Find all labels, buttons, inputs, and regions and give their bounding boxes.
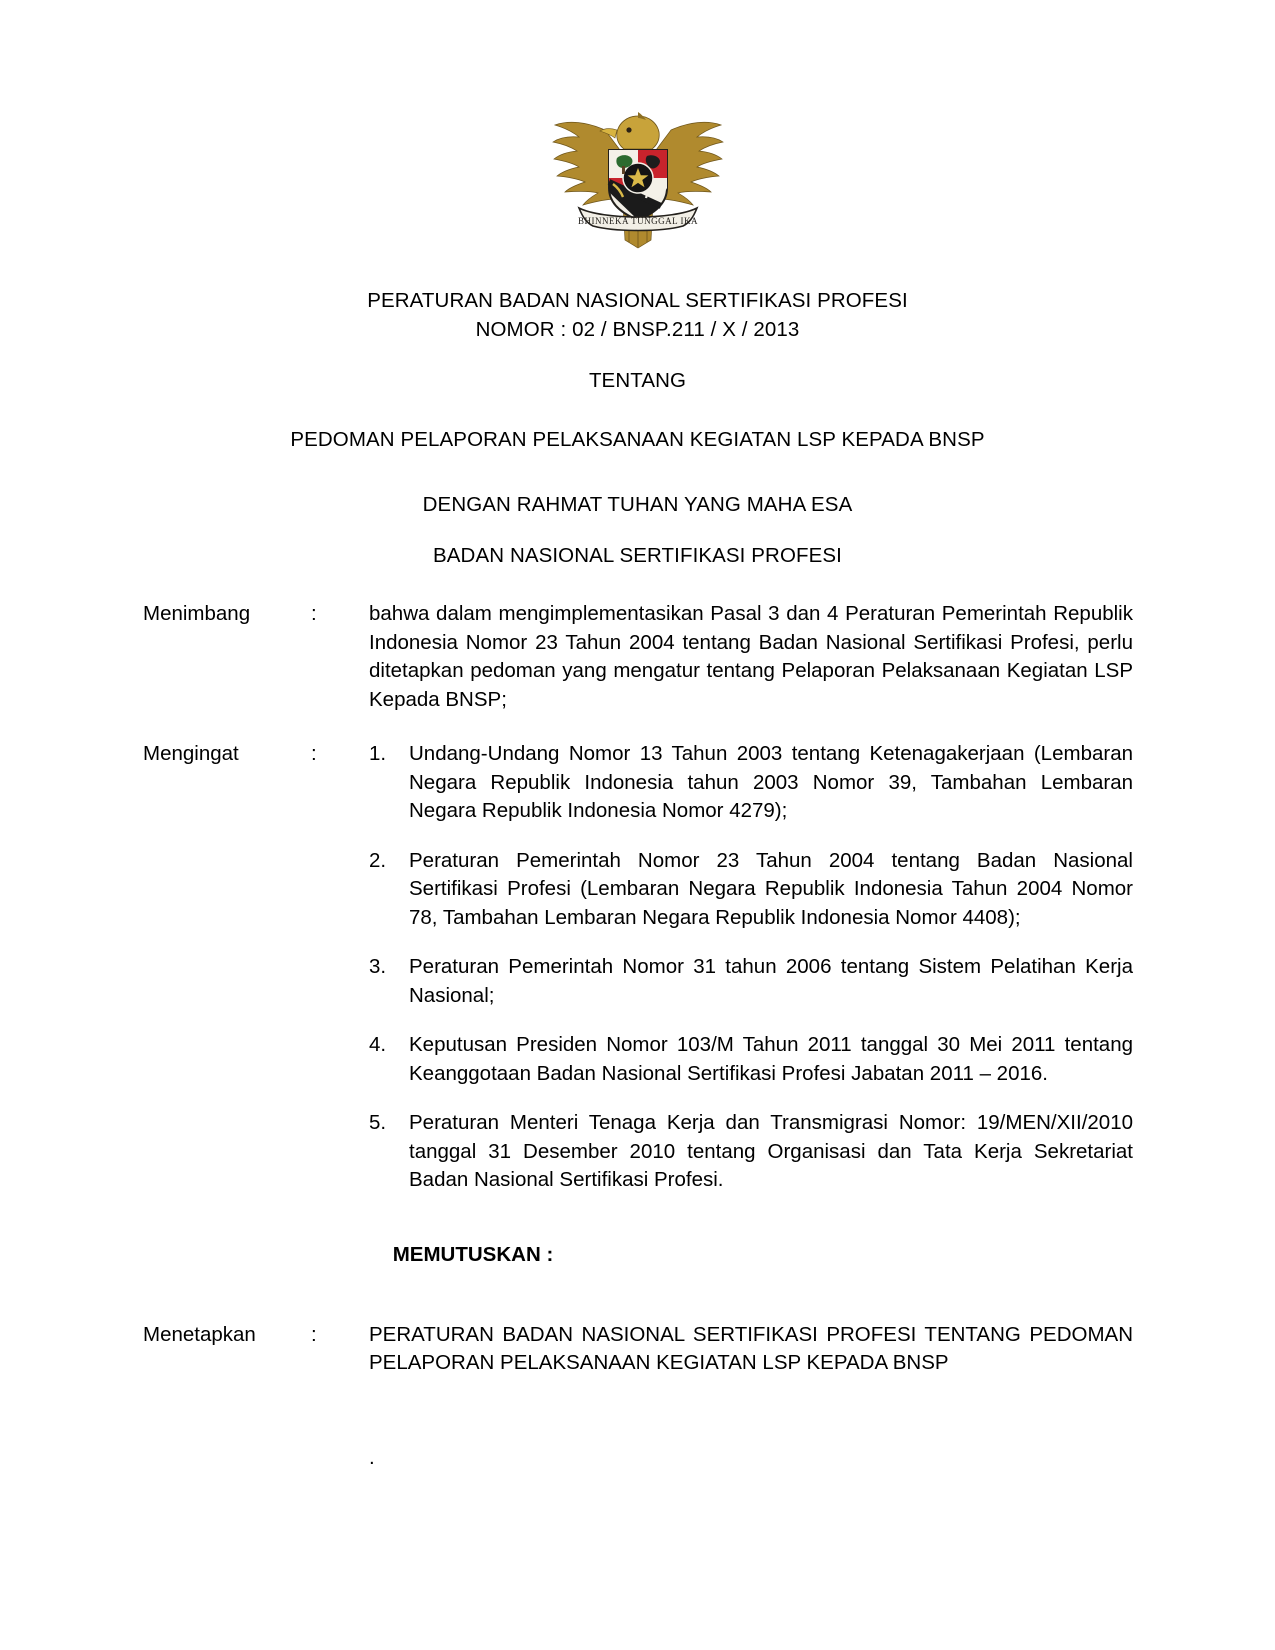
mengingat-colon: : — [311, 742, 317, 765]
regulation-title-line1: PERATURAN BADAN NASIONAL SERTIFIKASI PROFESI — [367, 289, 908, 312]
document-body — [0, 600, 1275, 1472]
menetapkan-colon: : — [311, 1322, 317, 1346]
menetapkan-text: PERATURAN BADAN NASIONAL SERTIFIKASI PROFESI TENTANG PEDOMAN PELAPORAN PELAKSANAAN KEGIATAN LSP KEPADA BNSP — [369, 1322, 1133, 1374]
mengingat-list-container — [369, 740, 1133, 1195]
regulation-subject: PEDOMAN PELAPORAN PELAKSANAAN KEGIATAN LSP KEPADA BNSP — [290, 428, 985, 451]
list-item — [369, 953, 1133, 1010]
menetapkan-row — [143, 1321, 1133, 1378]
svg-text:BHINNEKA TUNGGAL IKA: BHINNEKA TUNGGAL IKA — [577, 216, 698, 226]
list-item — [369, 1109, 1133, 1195]
list-item-marker: 1. — [369, 742, 387, 765]
list-item — [369, 1031, 1133, 1088]
mengingat-row — [143, 740, 1133, 1195]
blessing-line: DENGAN RAHMAT TUHAN YANG MAHA ESA — [422, 493, 853, 516]
list-item-text: Peraturan Menteri Tenaga Kerja dan Transmigrasi Nomor: 19/MEN/XII/2010 tanggal 31 Desember 2010 tentang Organisasi dan Tata Kerja Sekretariat Badan Nasional Sertifikasi Profesi. — [409, 1111, 1133, 1191]
list-item — [369, 847, 1133, 933]
menetapkan-label: Menetapkan — [143, 1322, 256, 1346]
trailing-dot: . — [369, 1445, 375, 1469]
regulation-number: NOMOR : 02 / BNSP.211 / X / 2013 — [475, 318, 800, 341]
list-item — [369, 740, 1133, 826]
menimbang-colon: : — [311, 602, 317, 625]
institution-name: BADAN NASIONAL SERTIFIKASI PROFESI — [433, 544, 842, 567]
menimbang-label: Menimbang — [143, 602, 251, 625]
memutuskan-heading: MEMUTUSKAN : — [392, 1242, 554, 1266]
document-heading — [0, 286, 1275, 570]
menimbang-text: bahwa dalam mengimplementasikan Pasal 3 dan 4 Peraturan Pemerintah Republik Indonesia Nomor 23 Tahun 2004 tentang Badan Nasional Sertifikasi Profesi, perlu ditetapkan pedoman yang mengatur tentang Pelaporan Pelaksanaan Kegiatan LSP Kepada BNSP; — [369, 602, 1133, 711]
list-item-text: Undang-Undang Nomor 13 Tahun 2003 tentang Ketenagakerjaan (Lembaran Negara Republik Indonesia tahun 2003 Nomor 39, Tambahan Lembaran Negara Republik Indonesia Nomor 4279); — [409, 742, 1133, 822]
list-item-text: Peraturan Pemerintah Nomor 31 tahun 2006 tentang Sistem Pelatihan Kerja Nasional; — [409, 955, 1133, 1007]
menimbang-row — [143, 600, 1133, 714]
garuda-pancasila-emblem — [543, 92, 733, 252]
emblem-container — [0, 0, 1275, 252]
list-item-marker: 3. — [369, 955, 387, 978]
list-item-marker: 2. — [369, 848, 387, 872]
list-item-text: Keputusan Presiden Nomor 103/M Tahun 2011 tanggal 30 Mei 2011 tentang Keanggotaan Badan Nasional Sertifikasi Profesi Jabatan 2011 – 2016. — [409, 1033, 1133, 1085]
mengingat-list — [369, 740, 1133, 1195]
tentang-label: TENTANG — [588, 369, 687, 392]
list-item-marker: 4. — [369, 1033, 387, 1056]
trailing-dot-row — [143, 1400, 1133, 1472]
mengingat-label: Mengingat — [143, 742, 239, 765]
list-item-marker: 5. — [369, 1111, 387, 1134]
list-item-text: Peraturan Pemerintah Nomor 23 Tahun 2004 tentang Badan Nasional Sertifikasi Profesi (Lembaran Negara Republik Indonesia Tahun 2004 Nomor 78, Tambahan Lembaran Negara Republik Indonesia Nomor 4408); — [409, 848, 1133, 929]
